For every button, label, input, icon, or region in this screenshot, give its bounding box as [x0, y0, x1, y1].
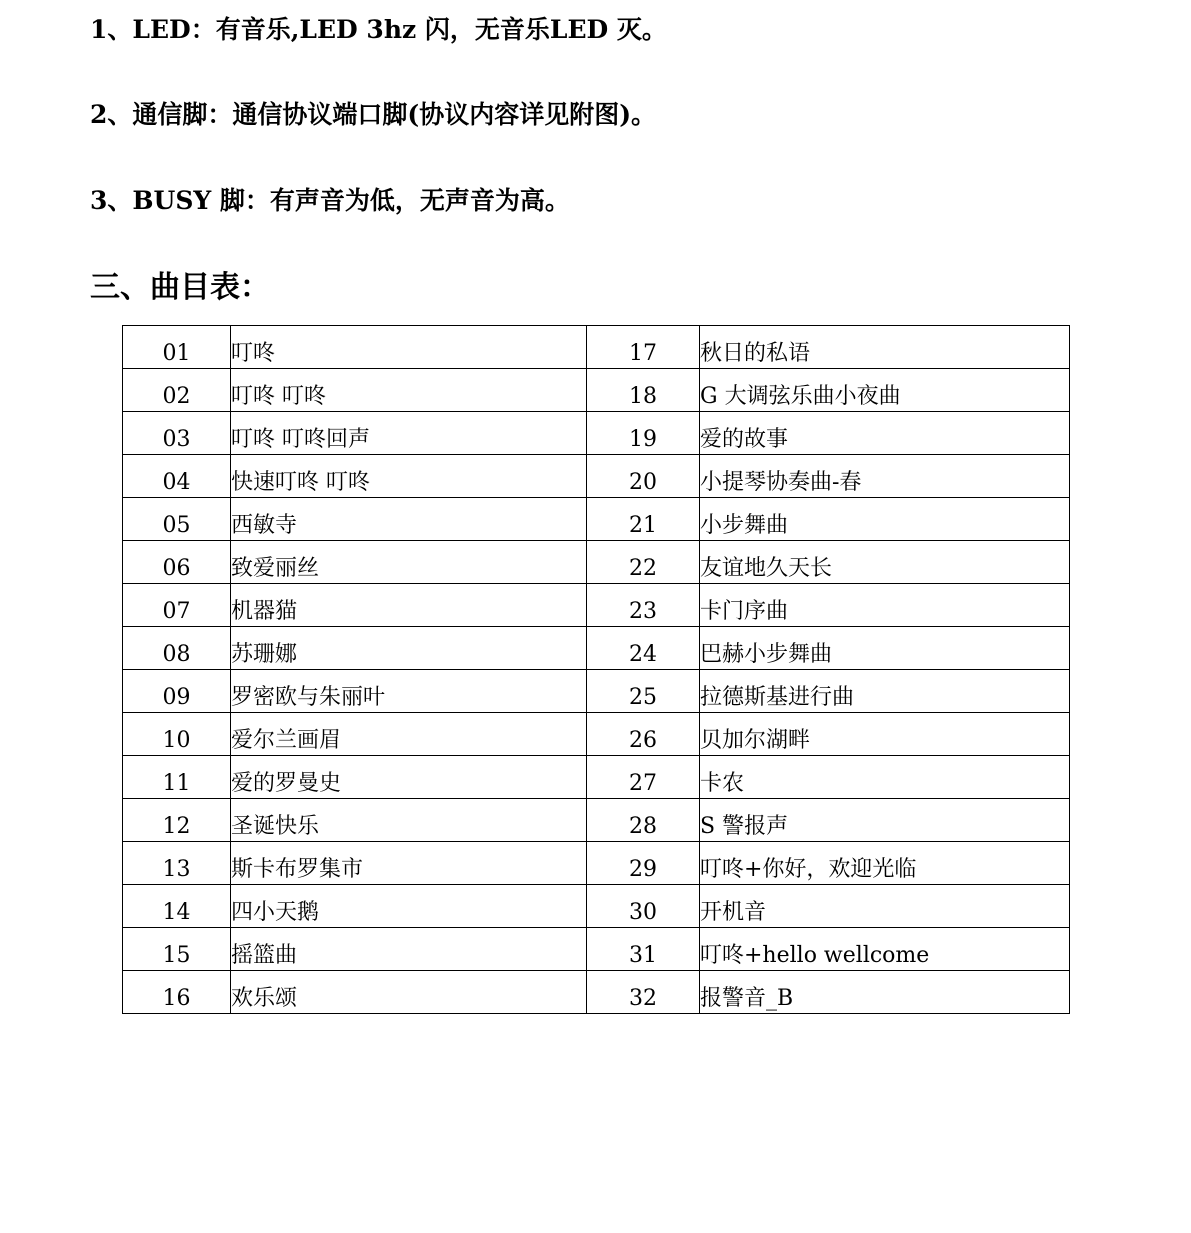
track-title: 卡农	[700, 756, 1070, 799]
track-number: 24	[587, 627, 700, 670]
note-comm-pin: 2、通信脚：通信协议端口脚(协议内容详见附图)。	[90, 100, 657, 129]
track-title: 西敏寺	[231, 498, 587, 541]
table-row	[123, 498, 1070, 541]
track-number: 31	[587, 928, 700, 971]
track-number: 08	[123, 627, 231, 670]
section-heading: 三、曲目表：	[90, 270, 270, 305]
track-number: 06	[123, 541, 231, 584]
track-table-body	[123, 326, 1070, 1014]
track-title: 巴赫小步舞曲	[700, 627, 1070, 670]
track-number: 14	[123, 885, 231, 928]
track-number: 16	[123, 971, 231, 1014]
table-row	[123, 713, 1070, 756]
track-number: 03	[123, 412, 231, 455]
note-led: 1、LED：有音乐,LED 3hz 闪，无音乐LED 灭。	[90, 15, 667, 44]
track-number: 19	[587, 412, 700, 455]
track-number: 23	[587, 584, 700, 627]
track-number: 21	[587, 498, 700, 541]
note-busy-pin: 3、BUSY 脚：有声音为低，无声音为高。	[90, 186, 570, 215]
track-number: 27	[587, 756, 700, 799]
track-title: 苏珊娜	[231, 627, 587, 670]
table-row	[123, 799, 1070, 842]
track-number: 32	[587, 971, 700, 1014]
track-title: 拉德斯基进行曲	[700, 670, 1070, 713]
track-title: 小提琴协奏曲-春	[700, 455, 1070, 498]
track-number: 10	[123, 713, 231, 756]
track-title: G 大调弦乐曲小夜曲	[700, 369, 1070, 412]
track-title: 快速叮咚 叮咚	[231, 455, 587, 498]
track-title: 圣诞快乐	[231, 799, 587, 842]
track-title: 斯卡布罗集市	[231, 842, 587, 885]
table-row	[123, 412, 1070, 455]
track-number: 25	[587, 670, 700, 713]
table-row	[123, 369, 1070, 412]
track-number: 29	[587, 842, 700, 885]
track-title: 四小天鹅	[231, 885, 587, 928]
track-number: 15	[123, 928, 231, 971]
track-title: 欢乐颂	[231, 971, 587, 1014]
track-number: 02	[123, 369, 231, 412]
track-number: 30	[587, 885, 700, 928]
track-number: 17	[587, 326, 700, 369]
track-table	[122, 325, 1070, 1014]
track-title: 卡门序曲	[700, 584, 1070, 627]
track-number: 07	[123, 584, 231, 627]
track-number: 12	[123, 799, 231, 842]
track-title: 叮咚+你好，欢迎光临	[700, 842, 1070, 885]
track-number: 13	[123, 842, 231, 885]
track-number: 09	[123, 670, 231, 713]
track-title: 开机音	[700, 885, 1070, 928]
track-title: 友谊地久天长	[700, 541, 1070, 584]
track-title: 罗密欧与朱丽叶	[231, 670, 587, 713]
track-title: 爱尔兰画眉	[231, 713, 587, 756]
track-title: 机器猫	[231, 584, 587, 627]
track-title: 秋日的私语	[700, 326, 1070, 369]
track-title: 报警音_B	[700, 971, 1070, 1014]
table-row	[123, 756, 1070, 799]
table-row	[123, 584, 1070, 627]
table-row	[123, 541, 1070, 584]
table-row	[123, 627, 1070, 670]
track-number: 04	[123, 455, 231, 498]
track-title: 小步舞曲	[700, 498, 1070, 541]
table-row	[123, 670, 1070, 713]
table-row	[123, 842, 1070, 885]
track-number: 01	[123, 326, 231, 369]
track-number: 28	[587, 799, 700, 842]
track-title: 叮咚	[231, 326, 587, 369]
track-title: 爱的故事	[700, 412, 1070, 455]
track-number: 22	[587, 541, 700, 584]
table-row	[123, 928, 1070, 971]
track-title: S 警报声	[700, 799, 1070, 842]
table-row	[123, 971, 1070, 1014]
table-row	[123, 455, 1070, 498]
track-number: 05	[123, 498, 231, 541]
track-number: 11	[123, 756, 231, 799]
track-number: 20	[587, 455, 700, 498]
track-title: 叮咚+hello wellcome	[700, 928, 1070, 971]
track-title: 叮咚 叮咚	[231, 369, 587, 412]
track-title: 致爱丽丝	[231, 541, 587, 584]
table-row	[123, 885, 1070, 928]
track-title: 爱的罗曼史	[231, 756, 587, 799]
track-title: 贝加尔湖畔	[700, 713, 1070, 756]
table-row	[123, 326, 1070, 369]
track-title: 摇篮曲	[231, 928, 587, 971]
track-number: 18	[587, 369, 700, 412]
track-title: 叮咚 叮咚回声	[231, 412, 587, 455]
track-number: 26	[587, 713, 700, 756]
